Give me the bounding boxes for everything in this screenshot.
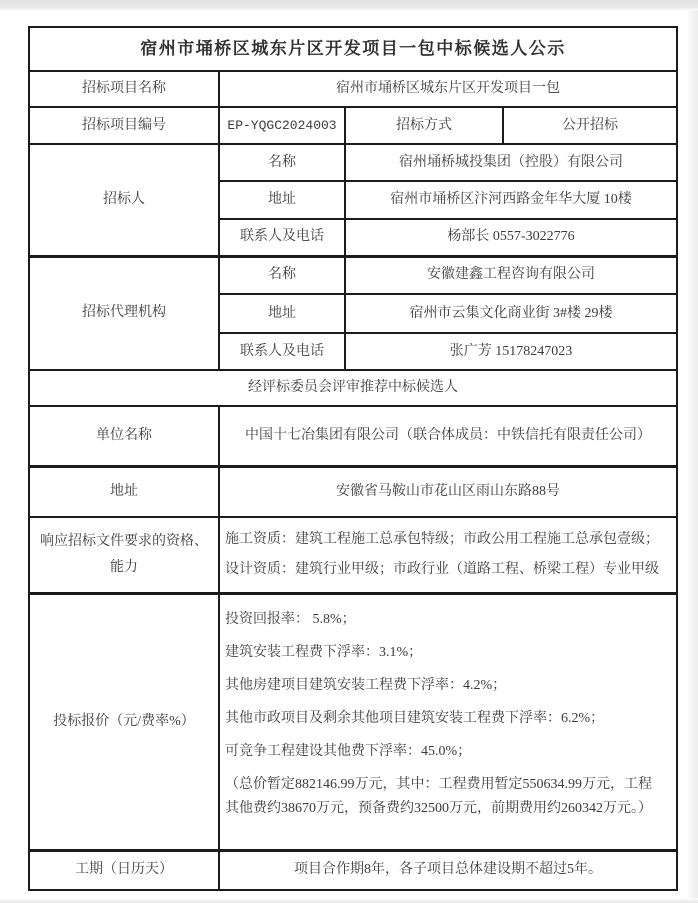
recommended-candidates-header: 经评标委员会评审推荐中标候选人 (29, 370, 677, 406)
unit-name-value: 中国十七冶集团有限公司（联合体成员：中铁信托有限责任公司） (219, 406, 677, 466)
bid-price-line: 可竞争工程建设其他费下浮率：45.0%； (225, 743, 472, 759)
page-edge-right (686, 10, 698, 899)
agency-label: 招标代理机构 (29, 256, 219, 370)
bid-price-total-note: （总价暂定882146.99万元，其中：工程费用暂定550634.99万元，工程其他费约38670万元，预备费约32500万元，前期费用约260342万元。） (225, 776, 652, 816)
tender-method-value: 公开招标 (503, 107, 677, 144)
tenderer-address-value: 宿州市埇桥区汴河西路金年华大厦 10楼 (345, 181, 677, 219)
duration-value: 项目合作期8年，各子项目总体建设期不超过5年。 (219, 850, 677, 890)
project-name-value: 宿州市埇桥区城东片区开发项目一包 (219, 71, 677, 107)
qualification-value (219, 517, 677, 593)
tenderer-label: 招标人 (29, 144, 219, 256)
bid-price-line: 其他市政项目及剩余其他项目建筑安装工程费下浮率：6.2%； (225, 710, 605, 726)
page-title: 宿州市埇桥区城东片区开发项目一包中标候选人公示 (29, 27, 677, 71)
bid-price-line: 投资回报率： 5.8%； (225, 611, 356, 627)
agency-address-label: 地址 (219, 294, 345, 333)
tenderer-contact-label: 联系人及电话 (219, 219, 345, 256)
qualification-line: 设计资质：建筑行业甲级；市政行业（道路工程、桥梁工程）专业甲级 (225, 561, 659, 577)
page-edge-bottom (0, 898, 698, 903)
agency-contact-value: 张广芳 15178247023 (345, 333, 677, 370)
bid-announcement-table (28, 26, 678, 891)
project-number-value: EP-YQGC2024003 (219, 107, 345, 144)
tenderer-name-value: 宿州埇桥城投集团（控股）有限公司 (345, 144, 677, 181)
page-edge-top (0, 0, 698, 12)
bid-price-line: 建筑安装工程费下浮率：3.1%； (225, 644, 423, 660)
qualification-label: 响应招标文件要求的资格、能力 (29, 517, 219, 593)
project-number-label: 招标项目编号 (29, 107, 219, 144)
agency-address-value: 宿州市云集文化商业街 3#楼 29楼 (345, 294, 677, 333)
candidate-address-value: 安徽省马鞍山市花山区雨山东路88号 (219, 466, 677, 517)
tender-method-label: 招标方式 (345, 107, 503, 144)
tenderer-contact-value: 杨部长 0557-3022776 (345, 219, 677, 256)
bid-price-label: 投标报价（元/费率%） (29, 593, 219, 850)
project-name-label: 招标项目名称 (29, 71, 219, 107)
tenderer-address-label: 地址 (219, 181, 345, 219)
tenderer-name-label: 名称 (219, 144, 345, 181)
candidate-address-label: 地址 (29, 466, 219, 517)
agency-name-label: 名称 (219, 256, 345, 294)
unit-name-label: 单位名称 (29, 406, 219, 466)
agency-contact-label: 联系人及电话 (219, 333, 345, 370)
duration-label: 工期（日历天） (29, 850, 219, 890)
bid-price-value (219, 593, 677, 850)
agency-name-value: 安徽建鑫工程咨询有限公司 (345, 256, 677, 294)
qualification-line: 施工资质：建筑工程施工总承包特级；市政公用工程施工总承包壹级； (225, 531, 659, 547)
bid-price-line: 其他房建项目建筑安装工程费下浮率：4.2%； (225, 677, 507, 693)
